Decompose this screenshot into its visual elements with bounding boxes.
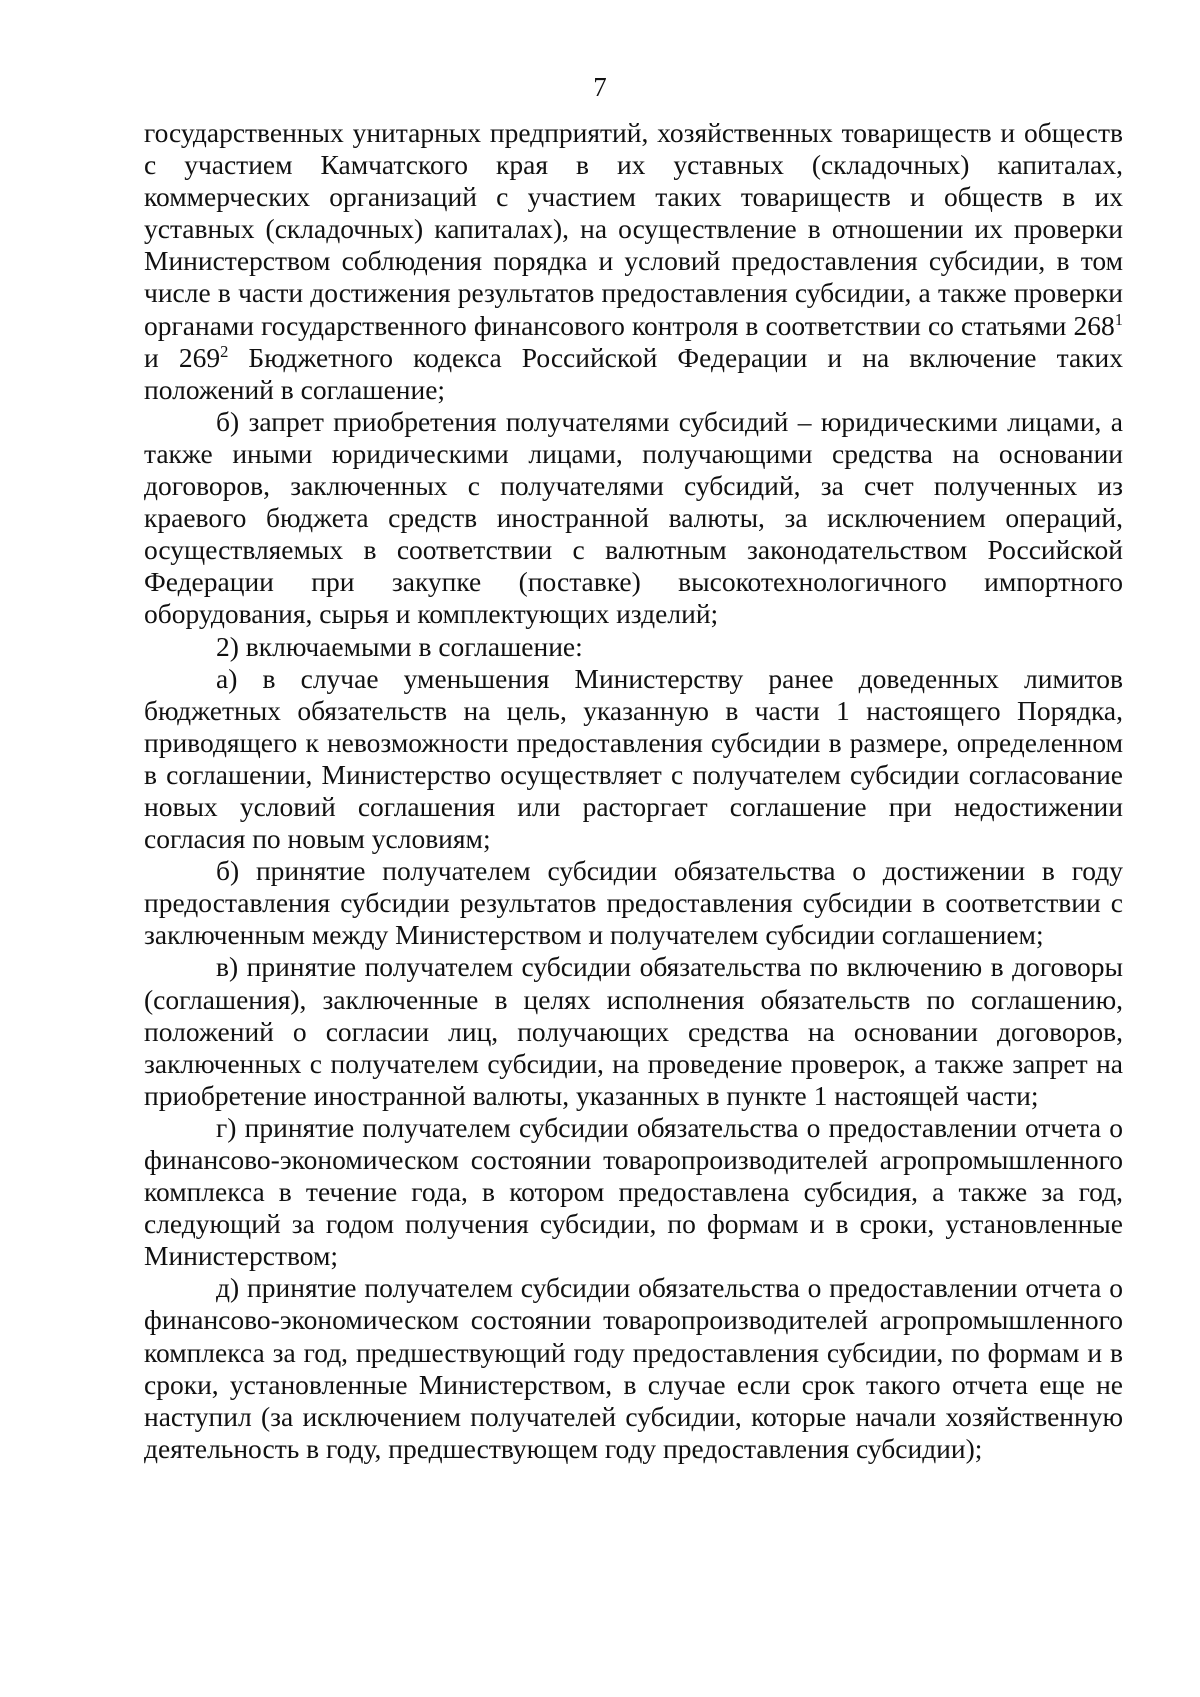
paragraph-g-report-obligation: г) принятие получателем субсидии обязательства о предоставлении отчета о финансово-экономическом состоянии товаропроизводителей агропромышленного комплекса в течение года, в котором предоставлена субсидия, а также за год, следующий за годом получения субсидии, по формам и в сроки, установленные Министерством; xyxy=(144,1111,1123,1272)
paragraph-v-contracts-obligation: в) принятие получателем субсидии обязательства по включению в договоры (соглашения), заключенные в целях исполнения обязательств по соглашению, положений о согласии лиц, получающих средства на основании договоров, заключенных с получателем субсидии, на проведение проверок, а также запрет на приобретение иностранной валюты, указанных в пункте 1 настоящей части; xyxy=(144,951,1123,1111)
paragraph-text: Бюджетного кодекса Российской Федерации и на включение таких положений в соглашение; xyxy=(144,341,1124,405)
document-body xyxy=(144,117,1123,1465)
paragraph-text: и 269 xyxy=(144,341,221,373)
paragraph-2-included: 2) включаемыми в соглашение: xyxy=(216,630,583,662)
superscript: 1 xyxy=(1114,309,1123,329)
paragraph-d-prior-year-report: д) принятие получателем субсидии обязательства о предоставлении отчета о финансово-экономическом состоянии товаропроизводителей агропромышленного комплекса за год, предшествующий году предоставления субсидии, по формам и в сроки, установленные Министерством, в случае если срок такого отчета еще не наступил (за исключением получателей субсидии, которые начали хозяйственную деятельность в году, предшествующем году предоставления субсидии); xyxy=(144,1272,1123,1464)
paragraph-b-results-obligation: б) принятие получателем субсидии обязательства о достижении в году предоставления субсидии результатов предоставления субсидии в соответствии с заключенным между Министерством и получателем субсидии соглашением; xyxy=(144,855,1123,951)
paragraph-b-currency-ban: б) запрет приобретения получателями субсидий – юридическими лицами, а также иными юридическими лицами, получающими средства на основании договоров, заключенных с получателями субсидий, за счет полученных из краевого бюджета средств иностранной валюты, за исключением операций, осуществляемых в соответствии с валютным законодательством Российской Федерации при закупке (поставке) высокотехнологичного импортного оборудования, сырья и комплектующих изделий; xyxy=(144,405,1123,630)
paragraph-text: государственных унитарных предприятий, хозяйственных товариществ и обществ с участием Камчатского края в их уставных (складочных) капиталах, коммерческих организаций с участием таких товариществ и обществ в их уставных (складочных) капиталах), на осуществление в отношении их проверки Министерством соблюдения порядка и условий предоставления субсидии, в том числе в части достижения результатов предоставления субсидии, а также проверки органами государственного финансового контроля в соответствии со статьями 268 xyxy=(144,117,1123,341)
page-number: 7 xyxy=(593,72,607,102)
superscript: 2 xyxy=(220,341,229,361)
paragraph-a-limits-reduction: а) в случае уменьшения Министерству ранее доведенных лимитов бюджетных обязательств на цель, указанную в части 1 настоящего Порядка, приводящего к невозможности предоставления субсидии в размере, определенном в соглашении, Министерство осуществляет с получателем субсидии согласование новых условий соглашения или расторгает соглашение при недостижении согласия по новым условиям; xyxy=(144,662,1123,855)
paragraph-continuation xyxy=(144,117,1123,406)
